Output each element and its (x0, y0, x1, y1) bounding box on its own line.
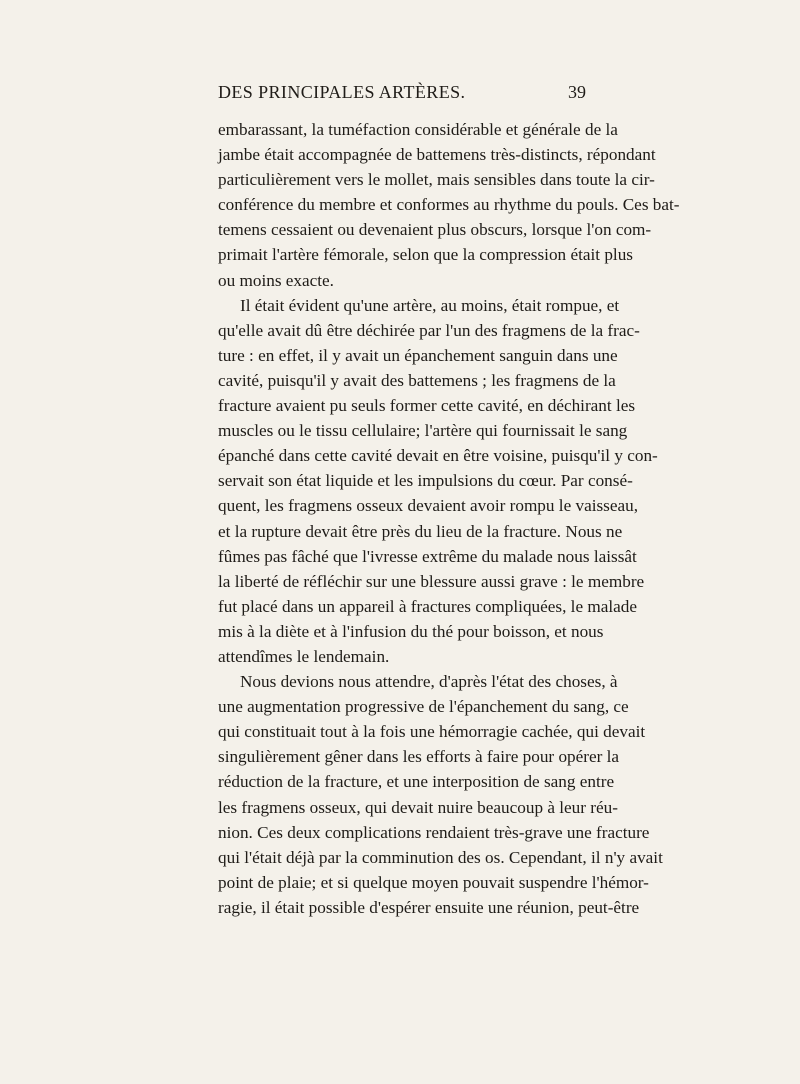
running-header (218, 82, 586, 108)
text-line: ragie, il était possible d'espérer ensuite une réunion, peut-être (218, 897, 640, 917)
text-line: conférence du membre et conformes au rhythme du pouls. Ces bat- (218, 195, 680, 215)
text-line: mis à la diète et à l'infusion du thé pour boisson, et nous (218, 621, 604, 641)
text-line: fûmes pas fâché que l'ivresse extrême du malade nous laissât (218, 546, 637, 566)
text-line: primait l'artère fémorale, selon que la compression était plus (218, 245, 633, 265)
text-line: particulièrement vers le mollet, mais sensibles dans toute la cir- (218, 170, 655, 190)
text-line: attendîmes le lendemain. (218, 646, 390, 666)
text-line: Il était évident qu'une artère, au moins, était rompue, et (240, 295, 620, 315)
text-line: cavité, puisqu'il y avait des battemens ; les fragmens de la (218, 370, 616, 390)
text-line: ou moins exacte. (218, 270, 334, 290)
running-title: DES PRINCIPALES ARTÈRES. (218, 82, 466, 102)
text-line: qui l'était déjà par la comminution des os. Cependant, il n'y avait (218, 847, 663, 867)
text-line: servait son état liquide et les impulsions du cœur. Par consé- (218, 471, 633, 491)
text-line: fut placé dans un appareil à fractures compliquées, le malade (218, 596, 637, 616)
text-line: réduction de la fracture, et une interposition de sang entre (218, 772, 615, 792)
text-line: ture : en effet, il y avait un épanchement sanguin dans une (218, 345, 618, 365)
text-line: et la rupture devait être près du lieu de la fracture. Nous ne (218, 521, 623, 541)
text-line: quent, les fragmens osseux devaient avoir rompu le vaisseau, (218, 496, 639, 516)
text-line: muscles ou le tissu cellulaire; l'artère qui fournissait le sang (218, 421, 628, 441)
text-line: temens cessaient ou devenaient plus obscurs, lorsque l'on com- (218, 220, 652, 240)
text-line: qui constituait tout à la fois une hémorragie cachée, qui devait (218, 722, 646, 742)
text-line: jambe était accompagnée de battemens très-distincts, répondant (218, 145, 656, 165)
text-line: une augmentation progressive de l'épanchement du sang, ce (218, 697, 629, 717)
text-line: nion. Ces deux complications rendaient très-grave une fracture (218, 822, 650, 842)
text-line: les fragmens osseux, qui devait nuire beaucoup à leur réu- (218, 797, 618, 817)
text-line: point de plaie; et si quelque moyen pouvait suspendre l'hémor- (218, 872, 649, 892)
text-line: singulièrement gêner dans les efforts à faire pour opérer la (218, 747, 620, 767)
text-line: qu'elle avait dû être déchirée par l'un des fragmens de la frac- (218, 320, 640, 340)
body-text (218, 117, 680, 920)
text-line: la liberté de réfléchir sur une blessure aussi grave : le membre (218, 571, 645, 591)
text-line: fracture avaient pu seuls former cette cavité, en déchirant les (218, 396, 636, 416)
text-line: embarassant, la tuméfaction considérable et générale de la (218, 120, 618, 139)
page-number: 39 (568, 82, 586, 102)
text-line: Nous devions nous attendre, d'après l'état des choses, à (240, 672, 618, 692)
text-line: épanché dans cette cavité devait en être voisine, puisqu'il y con- (218, 446, 658, 466)
